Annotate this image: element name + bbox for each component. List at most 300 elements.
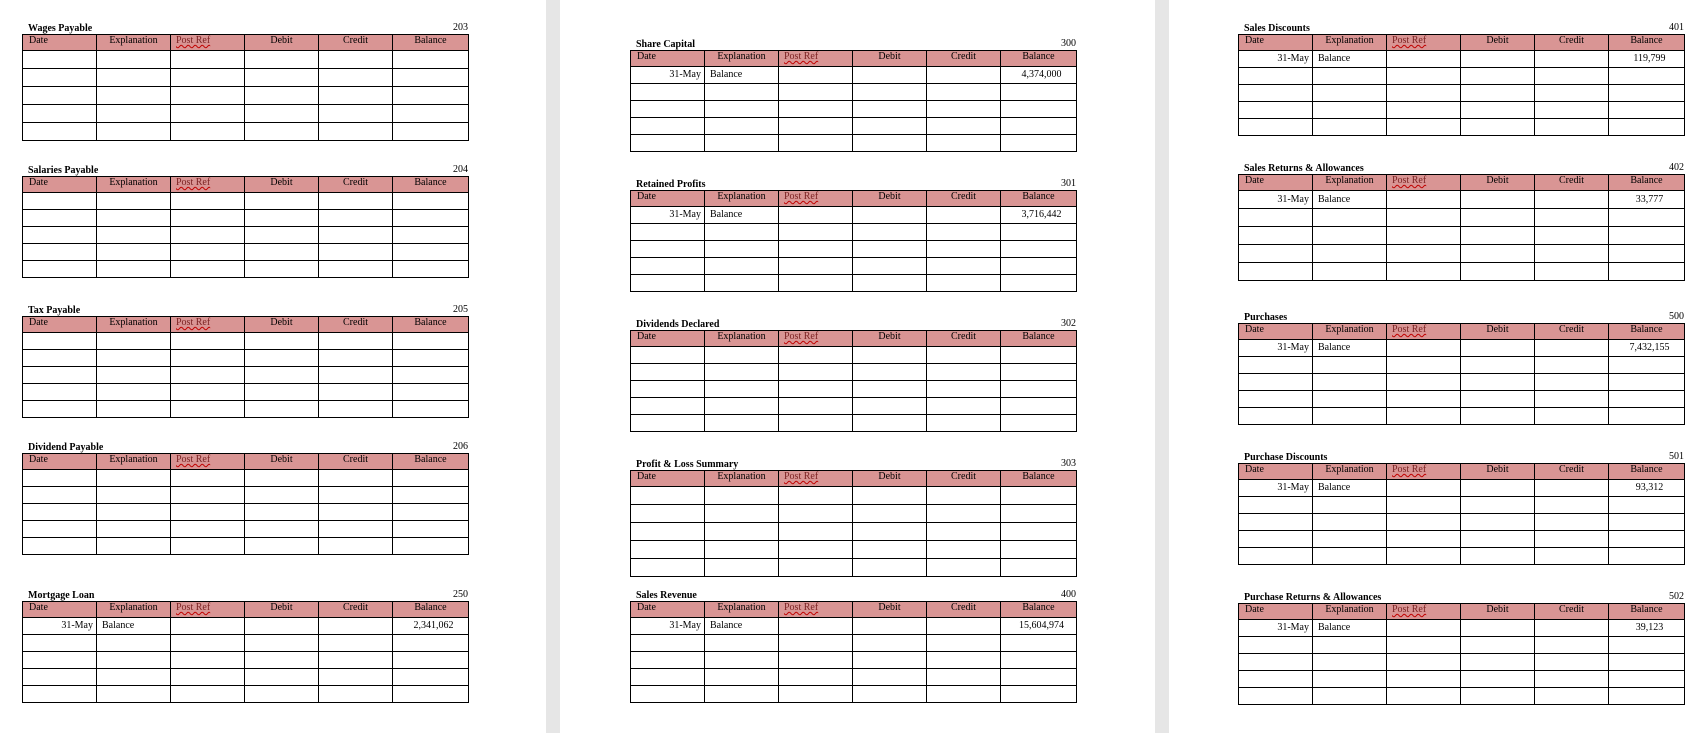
cell-explanation[interactable] (97, 350, 171, 367)
cell-postref[interactable] (171, 487, 245, 504)
cell-explanation[interactable] (1313, 68, 1387, 85)
cell-explanation[interactable] (705, 505, 779, 523)
cell-credit[interactable] (319, 487, 393, 504)
cell-credit[interactable] (927, 669, 1001, 686)
cell-date[interactable] (631, 487, 705, 505)
cell-postref[interactable] (779, 523, 853, 541)
cell-balance[interactable] (1001, 652, 1077, 669)
cell-postref[interactable] (171, 244, 245, 261)
cell-debit[interactable] (853, 118, 927, 135)
cell-explanation[interactable] (1313, 119, 1387, 136)
cell-balance[interactable] (393, 123, 469, 141)
cell-date[interactable]: 31-May (631, 207, 705, 224)
cell-explanation[interactable] (97, 193, 171, 210)
cell-explanation[interactable] (97, 635, 171, 652)
cell-credit[interactable] (1535, 620, 1609, 637)
cell-debit[interactable] (853, 541, 927, 559)
cell-postref[interactable] (1387, 408, 1461, 425)
cell-date[interactable] (1239, 102, 1313, 119)
cell-explanation[interactable] (705, 224, 779, 241)
cell-credit[interactable] (319, 193, 393, 210)
cell-debit[interactable] (245, 669, 319, 686)
cell-balance[interactable] (393, 504, 469, 521)
cell-credit[interactable] (1535, 637, 1609, 654)
cell-credit[interactable] (319, 244, 393, 261)
cell-credit[interactable] (927, 207, 1001, 224)
cell-debit[interactable] (853, 635, 927, 652)
cell-balance[interactable] (393, 227, 469, 244)
cell-postref[interactable] (171, 193, 245, 210)
cell-date[interactable] (1239, 68, 1313, 85)
cell-debit[interactable] (245, 686, 319, 703)
cell-credit[interactable] (319, 504, 393, 521)
cell-postref[interactable] (1387, 227, 1461, 245)
cell-explanation[interactable] (1313, 671, 1387, 688)
cell-debit[interactable] (1461, 68, 1535, 85)
cell-debit[interactable] (853, 224, 927, 241)
cell-credit[interactable] (319, 350, 393, 367)
cell-balance[interactable] (1609, 68, 1685, 85)
cell-debit[interactable] (245, 69, 319, 87)
cell-balance[interactable] (1609, 227, 1685, 245)
cell-balance[interactable] (1001, 487, 1077, 505)
cell-credit[interactable] (1535, 119, 1609, 136)
cell-balance[interactable] (393, 384, 469, 401)
cell-postref[interactable] (779, 618, 853, 635)
cell-explanation[interactable] (97, 51, 171, 69)
cell-explanation[interactable] (705, 258, 779, 275)
cell-explanation[interactable]: Balance (1313, 620, 1387, 637)
cell-debit[interactable] (1461, 119, 1535, 136)
cell-postref[interactable] (1387, 671, 1461, 688)
cell-postref[interactable] (1387, 688, 1461, 705)
cell-balance[interactable]: 39,123 (1609, 620, 1685, 637)
cell-credit[interactable] (319, 105, 393, 123)
cell-date[interactable]: 31-May (23, 618, 97, 635)
cell-explanation[interactable] (1313, 85, 1387, 102)
cell-postref[interactable] (779, 541, 853, 559)
cell-debit[interactable] (1461, 688, 1535, 705)
cell-credit[interactable] (927, 635, 1001, 652)
cell-balance[interactable] (1001, 101, 1077, 118)
cell-credit[interactable] (319, 401, 393, 418)
cell-balance[interactable] (1609, 85, 1685, 102)
cell-debit[interactable] (1461, 408, 1535, 425)
cell-explanation[interactable] (1313, 209, 1387, 227)
cell-postref[interactable] (171, 635, 245, 652)
cell-debit[interactable] (245, 538, 319, 555)
cell-balance[interactable] (1609, 408, 1685, 425)
cell-balance[interactable] (1609, 263, 1685, 281)
cell-date[interactable] (23, 538, 97, 555)
cell-postref[interactable] (171, 227, 245, 244)
cell-postref[interactable] (779, 635, 853, 652)
cell-postref[interactable] (779, 258, 853, 275)
cell-explanation[interactable] (97, 123, 171, 141)
cell-credit[interactable] (1535, 102, 1609, 119)
cell-credit[interactable] (319, 635, 393, 652)
cell-date[interactable] (1239, 209, 1313, 227)
cell-explanation[interactable] (97, 521, 171, 538)
cell-explanation[interactable]: Balance (705, 67, 779, 84)
cell-postref[interactable] (1387, 374, 1461, 391)
cell-date[interactable] (23, 51, 97, 69)
cell-postref[interactable] (1387, 85, 1461, 102)
cell-date[interactable] (23, 652, 97, 669)
cell-explanation[interactable]: Balance (1313, 191, 1387, 209)
cell-credit[interactable] (1535, 85, 1609, 102)
cell-postref[interactable] (1387, 263, 1461, 281)
cell-explanation[interactable] (705, 118, 779, 135)
cell-balance[interactable] (1001, 415, 1077, 432)
cell-explanation[interactable] (97, 210, 171, 227)
cell-date[interactable]: 31-May (631, 618, 705, 635)
cell-balance[interactable] (1609, 514, 1685, 531)
cell-debit[interactable] (853, 618, 927, 635)
cell-credit[interactable] (319, 333, 393, 350)
cell-balance[interactable] (393, 210, 469, 227)
cell-explanation[interactable]: Balance (1313, 480, 1387, 497)
cell-postref[interactable] (779, 364, 853, 381)
cell-postref[interactable] (171, 538, 245, 555)
cell-balance[interactable] (393, 69, 469, 87)
cell-date[interactable] (1239, 119, 1313, 136)
cell-explanation[interactable]: Balance (705, 618, 779, 635)
cell-date[interactable] (23, 470, 97, 487)
cell-explanation[interactable]: Balance (1313, 51, 1387, 68)
cell-postref[interactable] (779, 652, 853, 669)
cell-date[interactable] (1239, 688, 1313, 705)
cell-explanation[interactable] (97, 652, 171, 669)
cell-postref[interactable] (1387, 637, 1461, 654)
cell-date[interactable] (23, 69, 97, 87)
cell-balance[interactable] (1001, 541, 1077, 559)
cell-balance[interactable] (1001, 135, 1077, 152)
cell-credit[interactable] (319, 69, 393, 87)
cell-explanation[interactable] (705, 275, 779, 292)
cell-postref[interactable] (779, 686, 853, 703)
cell-explanation[interactable] (97, 87, 171, 105)
cell-balance[interactable] (1001, 505, 1077, 523)
cell-balance[interactable] (1001, 275, 1077, 292)
cell-postref[interactable] (779, 669, 853, 686)
cell-debit[interactable] (245, 367, 319, 384)
cell-date[interactable] (1239, 514, 1313, 531)
cell-credit[interactable] (319, 686, 393, 703)
cell-balance[interactable] (393, 470, 469, 487)
cell-debit[interactable] (1461, 620, 1535, 637)
cell-balance[interactable]: 93,312 (1609, 480, 1685, 497)
cell-explanation[interactable] (97, 244, 171, 261)
cell-balance[interactable] (1609, 497, 1685, 514)
cell-credit[interactable] (1535, 391, 1609, 408)
cell-balance[interactable] (393, 538, 469, 555)
cell-balance[interactable] (1001, 241, 1077, 258)
cell-date[interactable] (23, 521, 97, 538)
cell-date[interactable] (631, 559, 705, 577)
cell-date[interactable] (631, 275, 705, 292)
cell-debit[interactable] (245, 618, 319, 635)
cell-explanation[interactable] (1313, 408, 1387, 425)
cell-explanation[interactable] (1313, 263, 1387, 281)
cell-debit[interactable] (245, 210, 319, 227)
cell-balance[interactable] (1609, 688, 1685, 705)
cell-postref[interactable] (779, 67, 853, 84)
cell-date[interactable]: 31-May (631, 67, 705, 84)
cell-balance[interactable] (1609, 119, 1685, 136)
cell-debit[interactable] (1461, 227, 1535, 245)
cell-explanation[interactable] (1313, 227, 1387, 245)
cell-date[interactable] (23, 193, 97, 210)
cell-date[interactable] (23, 123, 97, 141)
cell-postref[interactable] (779, 398, 853, 415)
cell-debit[interactable] (853, 258, 927, 275)
cell-credit[interactable] (927, 67, 1001, 84)
cell-postref[interactable] (1387, 497, 1461, 514)
cell-debit[interactable] (853, 686, 927, 703)
cell-balance[interactable] (393, 51, 469, 69)
cell-balance[interactable] (393, 686, 469, 703)
cell-credit[interactable] (927, 505, 1001, 523)
cell-date[interactable] (23, 261, 97, 278)
cell-debit[interactable] (1461, 51, 1535, 68)
cell-postref[interactable] (1387, 531, 1461, 548)
cell-credit[interactable] (1535, 191, 1609, 209)
cell-debit[interactable] (1461, 102, 1535, 119)
cell-explanation[interactable] (705, 364, 779, 381)
cell-date[interactable] (631, 635, 705, 652)
cell-postref[interactable] (171, 401, 245, 418)
cell-debit[interactable] (853, 347, 927, 364)
cell-debit[interactable] (245, 487, 319, 504)
cell-debit[interactable] (245, 333, 319, 350)
cell-date[interactable] (1239, 408, 1313, 425)
cell-debit[interactable] (1461, 548, 1535, 565)
cell-debit[interactable] (853, 523, 927, 541)
cell-postref[interactable] (171, 652, 245, 669)
cell-explanation[interactable] (1313, 688, 1387, 705)
cell-date[interactable] (631, 118, 705, 135)
cell-credit[interactable] (1535, 374, 1609, 391)
cell-explanation[interactable] (1313, 391, 1387, 408)
cell-debit[interactable] (245, 51, 319, 69)
cell-postref[interactable] (1387, 102, 1461, 119)
cell-debit[interactable] (1461, 531, 1535, 548)
cell-debit[interactable] (853, 275, 927, 292)
cell-debit[interactable] (853, 398, 927, 415)
cell-date[interactable] (631, 101, 705, 118)
cell-postref[interactable] (171, 367, 245, 384)
cell-debit[interactable] (245, 652, 319, 669)
cell-credit[interactable] (927, 523, 1001, 541)
cell-balance[interactable] (1001, 686, 1077, 703)
cell-credit[interactable] (1535, 671, 1609, 688)
cell-debit[interactable] (853, 364, 927, 381)
cell-credit[interactable] (319, 210, 393, 227)
cell-credit[interactable] (1535, 209, 1609, 227)
cell-date[interactable] (1239, 391, 1313, 408)
cell-credit[interactable] (1535, 51, 1609, 68)
cell-debit[interactable] (245, 87, 319, 105)
cell-balance[interactable] (393, 193, 469, 210)
cell-postref[interactable] (1387, 191, 1461, 209)
cell-date[interactable] (631, 669, 705, 686)
cell-balance[interactable] (1001, 347, 1077, 364)
cell-date[interactable] (631, 652, 705, 669)
cell-explanation[interactable]: Balance (97, 618, 171, 635)
cell-explanation[interactable] (705, 523, 779, 541)
cell-date[interactable] (23, 227, 97, 244)
cell-debit[interactable] (245, 244, 319, 261)
cell-balance[interactable] (1001, 364, 1077, 381)
cell-date[interactable] (631, 135, 705, 152)
cell-explanation[interactable] (1313, 245, 1387, 263)
cell-balance[interactable] (1001, 523, 1077, 541)
cell-balance[interactable] (393, 487, 469, 504)
cell-credit[interactable] (1535, 654, 1609, 671)
cell-postref[interactable] (779, 275, 853, 292)
cell-explanation[interactable] (97, 227, 171, 244)
cell-credit[interactable] (927, 118, 1001, 135)
cell-date[interactable] (23, 333, 97, 350)
cell-credit[interactable] (927, 618, 1001, 635)
cell-explanation[interactable] (97, 504, 171, 521)
cell-balance[interactable]: 15,604,974 (1001, 618, 1077, 635)
cell-date[interactable] (631, 381, 705, 398)
cell-credit[interactable] (927, 541, 1001, 559)
cell-credit[interactable] (1535, 497, 1609, 514)
cell-debit[interactable] (1461, 340, 1535, 357)
cell-balance[interactable]: 33,777 (1609, 191, 1685, 209)
cell-explanation[interactable] (1313, 548, 1387, 565)
cell-date[interactable]: 31-May (1239, 191, 1313, 209)
cell-credit[interactable] (927, 241, 1001, 258)
cell-date[interactable] (23, 487, 97, 504)
cell-balance[interactable] (393, 244, 469, 261)
cell-date[interactable] (1239, 263, 1313, 281)
cell-credit[interactable] (927, 381, 1001, 398)
cell-explanation[interactable] (705, 84, 779, 101)
cell-balance[interactable] (1001, 559, 1077, 577)
cell-balance[interactable] (1609, 654, 1685, 671)
cell-date[interactable] (23, 105, 97, 123)
cell-debit[interactable] (853, 241, 927, 258)
cell-postref[interactable] (171, 333, 245, 350)
cell-balance[interactable] (1609, 102, 1685, 119)
cell-date[interactable] (1239, 357, 1313, 374)
cell-explanation[interactable] (97, 487, 171, 504)
cell-postref[interactable] (1387, 209, 1461, 227)
cell-credit[interactable] (319, 384, 393, 401)
cell-date[interactable] (631, 686, 705, 703)
cell-date[interactable] (631, 241, 705, 258)
cell-postref[interactable] (1387, 514, 1461, 531)
cell-balance[interactable] (393, 401, 469, 418)
cell-postref[interactable] (779, 101, 853, 118)
cell-balance[interactable] (1001, 224, 1077, 241)
cell-date[interactable] (631, 505, 705, 523)
cell-explanation[interactable] (97, 401, 171, 418)
cell-balance[interactable] (1609, 357, 1685, 374)
cell-debit[interactable] (853, 559, 927, 577)
cell-date[interactable]: 31-May (1239, 480, 1313, 497)
cell-explanation[interactable] (705, 487, 779, 505)
cell-postref[interactable] (779, 381, 853, 398)
cell-explanation[interactable] (97, 384, 171, 401)
cell-explanation[interactable] (1313, 497, 1387, 514)
cell-debit[interactable] (245, 384, 319, 401)
cell-explanation[interactable] (1313, 357, 1387, 374)
cell-debit[interactable] (1461, 85, 1535, 102)
cell-balance[interactable]: 7,432,155 (1609, 340, 1685, 357)
cell-date[interactable] (1239, 227, 1313, 245)
cell-balance[interactable] (393, 261, 469, 278)
cell-credit[interactable] (319, 521, 393, 538)
cell-date[interactable] (23, 350, 97, 367)
cell-postref[interactable] (779, 347, 853, 364)
cell-postref[interactable] (171, 521, 245, 538)
cell-credit[interactable] (927, 686, 1001, 703)
cell-postref[interactable] (171, 87, 245, 105)
cell-explanation[interactable] (97, 686, 171, 703)
cell-credit[interactable] (927, 559, 1001, 577)
cell-postref[interactable] (171, 384, 245, 401)
cell-explanation[interactable] (705, 398, 779, 415)
cell-credit[interactable] (319, 367, 393, 384)
cell-postref[interactable] (1387, 654, 1461, 671)
cell-credit[interactable] (1535, 408, 1609, 425)
cell-postref[interactable] (779, 207, 853, 224)
cell-explanation[interactable] (705, 101, 779, 118)
cell-date[interactable] (631, 541, 705, 559)
cell-date[interactable] (631, 523, 705, 541)
cell-debit[interactable] (245, 105, 319, 123)
cell-debit[interactable] (245, 350, 319, 367)
cell-balance[interactable] (1609, 548, 1685, 565)
cell-postref[interactable] (1387, 245, 1461, 263)
cell-date[interactable] (1239, 531, 1313, 548)
cell-balance[interactable] (393, 669, 469, 686)
cell-date[interactable]: 31-May (1239, 51, 1313, 68)
cell-credit[interactable] (1535, 548, 1609, 565)
cell-debit[interactable] (853, 67, 927, 84)
cell-explanation[interactable] (1313, 514, 1387, 531)
cell-explanation[interactable] (705, 652, 779, 669)
cell-date[interactable] (23, 669, 97, 686)
cell-debit[interactable] (1461, 637, 1535, 654)
cell-debit[interactable] (245, 470, 319, 487)
cell-credit[interactable] (1535, 263, 1609, 281)
cell-credit[interactable] (319, 470, 393, 487)
cell-date[interactable] (1239, 548, 1313, 565)
cell-balance[interactable] (393, 521, 469, 538)
cell-date[interactable] (1239, 637, 1313, 654)
cell-date[interactable] (23, 210, 97, 227)
cell-debit[interactable] (1461, 209, 1535, 227)
cell-date[interactable] (1239, 374, 1313, 391)
cell-credit[interactable] (1535, 531, 1609, 548)
cell-credit[interactable] (1535, 688, 1609, 705)
cell-postref[interactable] (779, 241, 853, 258)
cell-debit[interactable] (853, 101, 927, 118)
cell-date[interactable] (631, 347, 705, 364)
cell-explanation[interactable] (97, 669, 171, 686)
cell-postref[interactable] (171, 123, 245, 141)
cell-explanation[interactable] (97, 333, 171, 350)
cell-debit[interactable] (1461, 391, 1535, 408)
cell-credit[interactable] (319, 87, 393, 105)
cell-explanation[interactable] (705, 347, 779, 364)
